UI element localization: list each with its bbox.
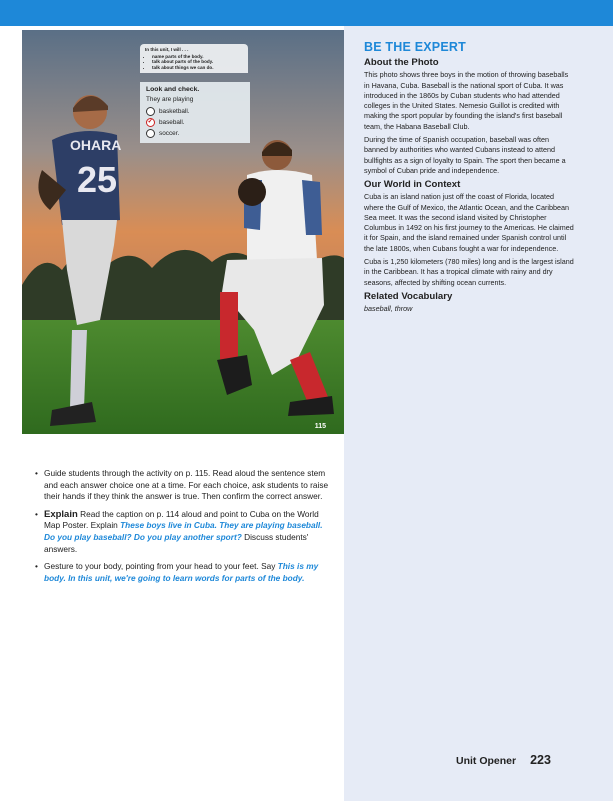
about-photo-paragraph: This photo shows three boys in the motion of throwing baseballs in Havana, Cuba. Baseball is the national sport of Cuba. It was introduced in the 1860s by Cuban students who had attended colleges in the United States. Nemesio Guillot is credited with making the sport popular by founding the island's first baseball team, the Habana Baseball Club.: [364, 70, 569, 131]
expert-title: BE THE EXPERT: [364, 40, 466, 54]
objective-item: • name parts of the body.: [152, 54, 243, 60]
choice-label: basketball.: [159, 108, 190, 115]
top-color-bar: [0, 0, 613, 26]
note-script: These boys live in Cuba. They are playing baseball. Do you play baseball? Do you play another sport?: [44, 520, 323, 542]
footer-page-number: 223: [530, 753, 551, 767]
objective-item: • talk about parts of the body.: [152, 59, 243, 65]
about-photo-heading: About the Photo: [364, 57, 439, 69]
look-and-check-title: Look and check.: [146, 86, 200, 93]
radio-circle-icon[interactable]: [146, 107, 155, 116]
objectives-heading: In this unit, I will . . .: [145, 47, 189, 52]
note-script: This is my body. In this unit, we're going to learn words for parts of the body.: [44, 561, 319, 583]
note-text: Guide students through the activity on p. 115. Read aloud the sentence stem and each answer choice one at a time. For each choice, ask students to raise their hands if they think the answer is true. Then confirm the correct answer.: [44, 468, 329, 502]
context-paragraph: Cuba is an island nation just off the coast of Florida, located where the Gulf of Mexico, the Atlantic Ocean, and the Caribbean Sea meet. It was the second island visited by Christopher Columbus in 1492 on his first journey to the Americas. He claimed it for Spain, and the island remained under Spanish control until the late 1800s, when Cubans fought a war for independence.: [364, 192, 574, 253]
teacher-note-item: [44, 509, 330, 555]
unit-objectives-box: [140, 44, 248, 73]
radio-circle-icon[interactable]: [146, 129, 155, 138]
page-footer: [456, 753, 576, 767]
objective-item: • talk about things we can do.: [152, 65, 243, 71]
choice-soccer[interactable]: [146, 128, 244, 139]
note-text: Gesture to your body, pointing from your head to your feet. Say: [44, 561, 278, 572]
be-the-expert-panel: [364, 42, 574, 317]
teacher-note-item: [44, 561, 330, 584]
teacher-note-item: [44, 468, 330, 503]
context-paragraph: Cuba is 1,250 kilometers (780 miles) long and is the largest island in the Caribbean. It has a tropical climate with rainy and dry seasons, affected by shifting ocean currents.: [364, 257, 574, 287]
photo-page-number: 115: [314, 423, 326, 430]
about-photo-paragraph: During the time of Spanish occupation, baseball was often banned by authorities who wanted Cubans instead to attend bullfights as a sign of loyalty to Spain. The sport then became a symbol of Cuban pride and independence.: [364, 135, 566, 175]
objectives-list: [145, 54, 243, 71]
note-text: Read the caption on p. 114 aloud and point to Cuba on the World Map Poster. Explain: [44, 508, 319, 531]
choice-basketball[interactable]: [146, 106, 244, 117]
note-lead: Explain: [44, 508, 78, 520]
svg-text:OHARA: OHARA: [70, 137, 122, 153]
vocab-words: baseball, throw: [364, 303, 413, 313]
footer-section: Unit Opener: [456, 755, 517, 767]
note-text: Discuss students' answers.: [44, 531, 309, 554]
vocab-heading: Related Vocabulary: [364, 290, 453, 302]
checkmark-circle-icon[interactable]: [146, 118, 155, 127]
choice-baseball[interactable]: [146, 117, 244, 128]
choice-label: soccer.: [159, 130, 180, 137]
context-heading: Our World in Context: [364, 179, 461, 191]
choice-label: baseball.: [159, 119, 185, 126]
look-and-check-sentence: They are playing: [146, 96, 194, 103]
svg-text:25: 25: [77, 159, 118, 200]
look-and-check-box: [140, 82, 250, 143]
teacher-notes: [34, 468, 330, 590]
teacher-notes-list: [34, 468, 330, 584]
